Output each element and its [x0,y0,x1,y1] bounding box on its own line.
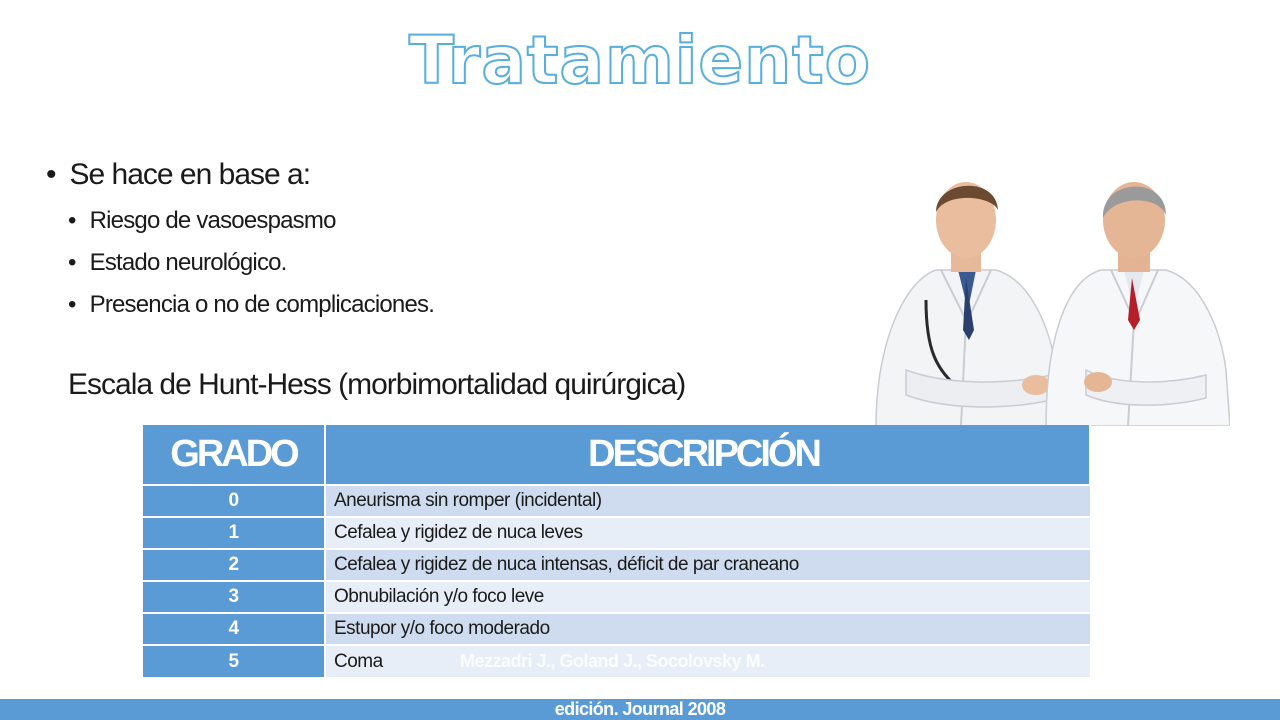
two-doctors-illustration [866,170,1230,426]
doctor-right [1046,182,1230,426]
table-row [143,645,1090,677]
descripcion-cell: Aneurisma sin romper (incidental) [325,485,1090,517]
sub-bullet-item [68,242,434,284]
descripcion-cell: Obnubilación y/o foco leve [325,581,1090,613]
table-row [143,517,1090,549]
footer-citation: edición. Journal 2008 [554,699,726,719]
grado-cell: 4 [143,613,325,645]
descripcion-cell: Cefalea y rigidez de nuca intensas, déficit de par craneano [325,549,1090,581]
footer-bar [0,699,1280,720]
header-grado: GRADO [143,425,325,485]
citation-overlay: Mezzadri J., Goland J., Socolovsky M. [460,651,765,671]
sub-bullet-item [68,284,434,326]
sub-bullet-text: Estado neurológico. [89,249,287,276]
hunt-hess-table [143,425,1091,677]
table-row [143,549,1090,581]
bullet-list [46,158,434,326]
table-row [143,581,1090,613]
grado-cell: 1 [143,517,325,549]
descripcion-cell: Cefalea y rigidez de nuca leves [325,517,1090,549]
table-row [143,613,1090,645]
descripcion-cell: Estupor y/o foco moderado [325,613,1090,645]
table-header-row [143,425,1090,485]
doctors-photo [866,170,1230,426]
grado-cell: 3 [143,581,325,613]
doctor-left [876,182,1066,426]
header-descripcion: DESCRIPCIÓN [325,425,1090,485]
bullet-dot-icon: • [68,291,76,318]
grado-cell: 2 [143,549,325,581]
table-row [143,485,1090,517]
grado-cell: 5 [143,645,325,677]
bullet-main [46,158,434,192]
sub-bullet-text: Riesgo de vasoespasmo [89,207,336,234]
grado-cell: 0 [143,485,325,517]
bullet-dot-icon: • [46,158,56,191]
scale-title: Escala de Hunt-Hess (morbimortalidad quirúrgica) [68,368,686,401]
slide-title: Tratamiento [409,22,871,99]
sub-bullet-item [68,200,434,242]
sub-bullet-text: Presencia o no de complicaciones. [89,291,435,318]
bullet-dot-icon: • [68,249,76,276]
sub-bullet-list [68,200,434,326]
bullet-main-text: Se hace en base a: [69,158,311,191]
bullet-dot-icon: • [68,207,76,234]
descripcion-cell: Coma [325,645,1090,677]
